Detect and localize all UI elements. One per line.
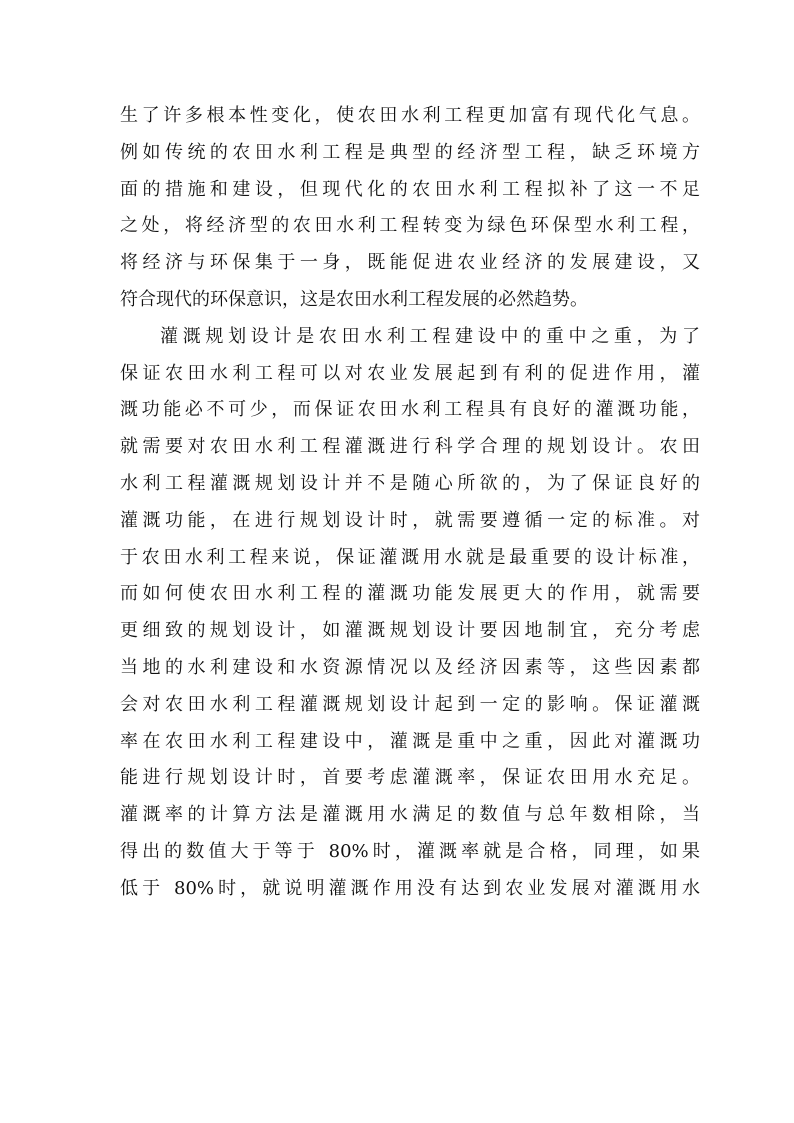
text-line: 能进行规划设计时，首要考虑灌溉率，保证农田用水充足。 — [120, 767, 700, 789]
text-line: 得出的数值大于等于 80%时，灌溉率就是合格，同理，如果 — [120, 840, 700, 862]
text-line: 率在农田水利工程建设中，灌溉是重中之重，因此对灌溉功 — [120, 730, 700, 752]
text-line: 溉功能必不可少，而保证农田水利工程具有良好的灌溉功能， — [120, 399, 700, 421]
text-line: 符合现代的环保意识，这是农田水利工程发展的必然趋势。 — [120, 288, 588, 310]
text-line: 会对农田水利工程灌溉规划设计起到一定的影响。保证灌溉 — [120, 693, 700, 715]
paragraph-first-line: 灌溉规划设计是农田水利工程建设中的重中之重，为了 — [160, 325, 700, 347]
text-line: 生了许多根本性变化，使农田水利工程更加富有现代化气息。 — [120, 105, 700, 126]
text-line: 面的措施和建设，但现代化的农田水利工程拟补了这一不足 — [120, 178, 700, 200]
text-line: 而如何使农田水利工程的灌溉功能发展更大的作用，就需要 — [120, 583, 700, 605]
text-line: 将经济与环保集于一身，既能促进农业经济的发展建设，又 — [120, 252, 700, 274]
text-line: 之处，将经济型的农田水利工程转变为绿色环保型水利工程， — [120, 215, 700, 237]
text-line: 保证农田水利工程可以对农业发展起到有利的促进作用，灌 — [120, 362, 700, 384]
text-line: 就需要对农田水利工程灌溉进行科学合理的规划设计。农田 — [120, 436, 700, 458]
body-text — [120, 98, 700, 908]
text-line: 灌溉功能，在进行规划设计时，就需要遵循一定的标准。对 — [120, 509, 700, 531]
text-line: 更细致的规划设计，如灌溉规划设计要因地制宜，充分考虑 — [120, 620, 700, 642]
text-line: 例如传统的农田水利工程是典型的经济型工程，缺乏环境方 — [120, 141, 700, 163]
text-line: 当地的水利建设和水资源情况以及经济因素等，这些因素都 — [120, 656, 700, 678]
text-line: 灌溉率的计算方法是灌溉用水满足的数值与总年数相除，当 — [120, 804, 700, 826]
text-line: 水利工程灌溉规划设计并不是随心所欲的，为了保证良好的 — [120, 472, 700, 494]
text-line: 于农田水利工程来说，保证灌溉用水就是最重要的设计标准， — [120, 546, 700, 568]
text-line: 低于 80%时，就说明灌溉作用没有达到农业发展对灌溉用水 — [120, 877, 700, 899]
